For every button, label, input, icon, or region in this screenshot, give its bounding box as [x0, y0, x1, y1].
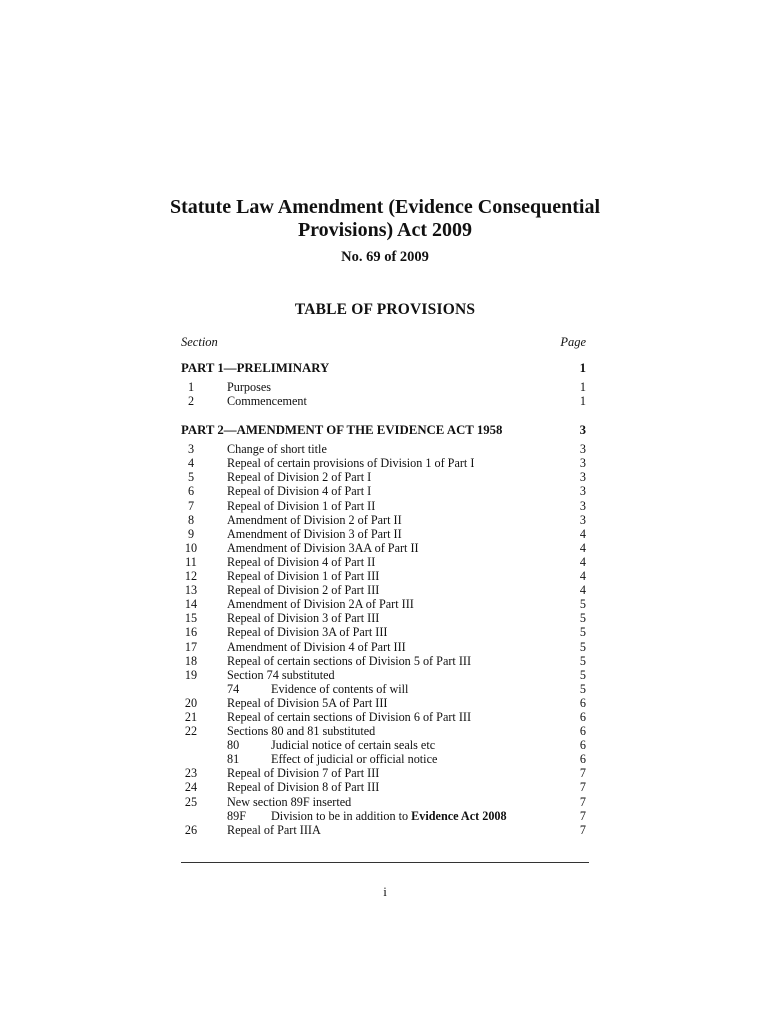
- toc-section-row: [181, 456, 586, 470]
- toc-section-row: [181, 583, 586, 597]
- section-title-text: Repeal of certain sections of Division 5 of Part III: [227, 653, 472, 668]
- page-folio: i: [383, 884, 387, 899]
- part-title: PART 1—PRELIMINARY: [181, 361, 330, 375]
- section-title: [227, 394, 307, 408]
- part-heading: [181, 360, 586, 376]
- section-page: 6: [579, 738, 586, 753]
- toc-section-row: [181, 470, 586, 484]
- section-title: [227, 555, 375, 569]
- section-title: [227, 823, 321, 837]
- section-title: [227, 569, 379, 583]
- section-title: [271, 809, 507, 823]
- section-number: 17: [184, 639, 198, 654]
- section-title-text: Repeal of Division 4 of Part I: [227, 484, 372, 499]
- toc-section-row: [181, 823, 586, 837]
- section-title: [227, 597, 414, 611]
- section-page: 4: [579, 554, 586, 569]
- toc-subsection-row: [181, 682, 586, 696]
- section-title-text: Evidence of contents of will: [271, 681, 409, 696]
- section-title-text: Repeal of Division 2 of Part III: [227, 583, 380, 598]
- section-title: [227, 499, 375, 513]
- section-title: [227, 668, 335, 682]
- section-page: 6: [579, 724, 586, 739]
- section-title-text: Amendment of Division 2 of Part II: [227, 512, 402, 527]
- toc-section-row: [181, 555, 586, 569]
- toc-heading: TABLE OF PROVISIONS: [294, 301, 476, 318]
- section-page: 3: [579, 456, 586, 471]
- footer-divider: [181, 862, 589, 863]
- section-number: 12: [184, 569, 198, 584]
- section-number: 10: [184, 540, 198, 555]
- toc-section-row: [181, 611, 586, 625]
- toc-subsection-row: [181, 752, 586, 766]
- act-title: [150, 196, 620, 242]
- section-page: 5: [579, 625, 586, 640]
- section-number: 9: [187, 526, 195, 541]
- section-title: [227, 456, 474, 470]
- section-title-text: Repeal of Division 5A of Part III: [227, 695, 388, 710]
- page-column-header: Page: [560, 335, 586, 349]
- section-title: [227, 724, 375, 738]
- section-number: 25: [184, 794, 198, 809]
- toc-section-row: [181, 394, 586, 408]
- toc-section-row: [181, 499, 586, 513]
- section-number: 2: [187, 394, 195, 409]
- section-page: 5: [579, 667, 586, 682]
- toc-section-row: [181, 710, 586, 724]
- section-page: 5: [579, 681, 586, 696]
- section-page: 5: [579, 653, 586, 668]
- act-title-line-1: Statute Law Amendment (Evidence Consequential: [169, 196, 600, 218]
- act-number: No. 69 of 2009: [341, 249, 429, 265]
- section-title-text: Amendment of Division 3AA of Part II: [227, 540, 419, 555]
- section-title: [227, 442, 327, 456]
- part-page: 3: [579, 423, 586, 438]
- table-of-provisions: [181, 360, 586, 837]
- toc-section-row: [181, 442, 586, 456]
- section-title-text: Division to be in addition to: [271, 808, 412, 823]
- section-title-text: Amendment of Division 4 of Part III: [227, 639, 406, 654]
- section-title: [227, 484, 371, 498]
- section-page: 1: [579, 380, 586, 394]
- section-page: 6: [579, 752, 586, 767]
- section-page: 4: [579, 583, 586, 598]
- section-page: 6: [579, 709, 586, 724]
- section-page: 4: [579, 569, 586, 584]
- section-number: 6: [187, 484, 195, 499]
- part-heading: [181, 422, 586, 438]
- section-number: 18: [184, 653, 198, 668]
- section-page: 3: [579, 442, 586, 457]
- section-number: 14: [184, 597, 198, 612]
- section-title: [227, 583, 379, 597]
- section-page: 7: [579, 794, 586, 809]
- section-number: 74: [227, 681, 240, 696]
- section-page: 4: [579, 526, 586, 541]
- section-page: 6: [579, 695, 586, 710]
- section-number: 13: [184, 583, 198, 598]
- section-number: 7: [187, 498, 195, 513]
- section-title: [271, 738, 435, 752]
- section-page: 3: [579, 498, 586, 513]
- section-title: [227, 795, 351, 809]
- section-page: 3: [579, 470, 586, 485]
- section-title: [227, 766, 379, 780]
- section-number: 20: [184, 695, 198, 710]
- section-title-text: Effect of judicial or official notice: [271, 752, 438, 767]
- section-number: 8: [187, 512, 195, 527]
- section-title-text: Repeal of Division 8 of Part III: [227, 780, 380, 795]
- toc-section-row: [181, 654, 586, 668]
- section-title-text: Purposes: [227, 380, 272, 394]
- section-page: 1: [579, 394, 586, 409]
- section-number: 1: [187, 380, 195, 394]
- section-title: [227, 640, 406, 654]
- toc-section-row: [181, 569, 586, 583]
- section-page: 7: [579, 766, 586, 781]
- toc-section-row: [181, 541, 586, 555]
- section-title: [227, 611, 379, 625]
- section-number: 19: [184, 667, 198, 682]
- section-page: 3: [579, 512, 586, 527]
- section-number: 89F: [227, 808, 246, 823]
- section-column-header: Section: [181, 335, 218, 349]
- section-title-text: Commencement: [227, 394, 307, 409]
- section-page: 3: [579, 484, 586, 499]
- section-title: [227, 780, 379, 794]
- section-title: [227, 625, 387, 639]
- section-title: [227, 527, 402, 541]
- part-title: PART 2—AMENDMENT OF THE EVIDENCE ACT 1958: [181, 423, 503, 438]
- section-title-text: Repeal of certain provisions of Division 1 of Part I: [227, 456, 475, 471]
- section-title-text: Repeal of Division 2 of Part I: [227, 470, 372, 485]
- section-title-text: Judicial notice of certain seals etc: [271, 738, 436, 753]
- section-title-text: Amendment of Division 2A of Part III: [227, 597, 414, 612]
- section-title-text: New section 89F inserted: [227, 794, 352, 809]
- section-number: 24: [184, 780, 198, 795]
- section-number: 4: [187, 456, 195, 471]
- section-number: 23: [184, 766, 198, 781]
- section-title-text: Repeal of certain sections of Division 6 of Part III: [227, 709, 472, 724]
- section-title-text: Repeal of Division 7 of Part III: [227, 766, 380, 781]
- section-page: 7: [579, 822, 586, 837]
- section-title-text: Repeal of Division 1 of Part II: [227, 498, 376, 513]
- section-title: [271, 752, 437, 766]
- toc-section-row: [181, 668, 586, 682]
- toc-section-row: [181, 780, 586, 794]
- section-title: [227, 654, 471, 668]
- section-title: [227, 470, 371, 484]
- act-title-line-2: Provisions) Act 2009: [297, 219, 473, 241]
- section-number: 81: [227, 752, 240, 767]
- section-number: 21: [184, 709, 198, 724]
- section-title-text: Repeal of Division 4 of Part II: [227, 554, 376, 569]
- section-title: [227, 710, 471, 724]
- toc-section-row: [181, 724, 586, 738]
- toc-section-row: [181, 597, 586, 611]
- section-number: 3: [187, 442, 195, 457]
- section-title-text: Section 74 substituted: [227, 667, 335, 682]
- toc-section-row: [181, 795, 586, 809]
- section-title-text: Amendment of Division 3 of Part II: [227, 526, 402, 541]
- section-number: 15: [184, 611, 198, 626]
- section-title: [227, 696, 387, 710]
- section-title-text: Sections 80 and 81 substituted: [227, 724, 376, 739]
- section-title-text: Repeal of Division 3 of Part III: [227, 611, 380, 626]
- section-number: 22: [184, 724, 198, 739]
- section-title-text: Repeal of Part IIIA: [227, 822, 321, 837]
- section-title-text: Repeal of Division 3A of Part III: [227, 625, 388, 640]
- section-page: 5: [579, 597, 586, 612]
- section-number: 26: [184, 822, 198, 837]
- section-page: 5: [579, 611, 586, 626]
- toc-section-row: [181, 640, 586, 654]
- section-title: [227, 380, 271, 394]
- toc-section-row: [181, 484, 586, 498]
- toc-section-row: [181, 766, 586, 780]
- section-number: 11: [185, 554, 197, 569]
- toc-section-row: [181, 527, 586, 541]
- part-page: 1: [579, 361, 586, 375]
- section-page: 5: [579, 639, 586, 654]
- toc-section-row: [181, 625, 586, 639]
- toc-section-row: [181, 696, 586, 710]
- section-title: [227, 513, 402, 527]
- section-number: 5: [187, 470, 195, 485]
- section-title-act-name: Evidence Act 2008: [411, 808, 507, 823]
- section-title: [271, 682, 408, 696]
- section-page: 7: [579, 808, 586, 823]
- toc-section-row: [181, 513, 586, 527]
- toc-section-row: [181, 380, 586, 394]
- section-page: 4: [579, 540, 586, 555]
- section-title-text: Change of short title: [227, 442, 327, 457]
- section-title: [227, 541, 419, 555]
- toc-subsection-row: [181, 738, 586, 752]
- section-number: 80: [227, 738, 240, 753]
- section-page: 7: [579, 780, 586, 795]
- section-title-text: Repeal of Division 1 of Part III: [227, 569, 380, 584]
- toc-subsection-row: [181, 809, 586, 823]
- section-number: 16: [184, 625, 198, 640]
